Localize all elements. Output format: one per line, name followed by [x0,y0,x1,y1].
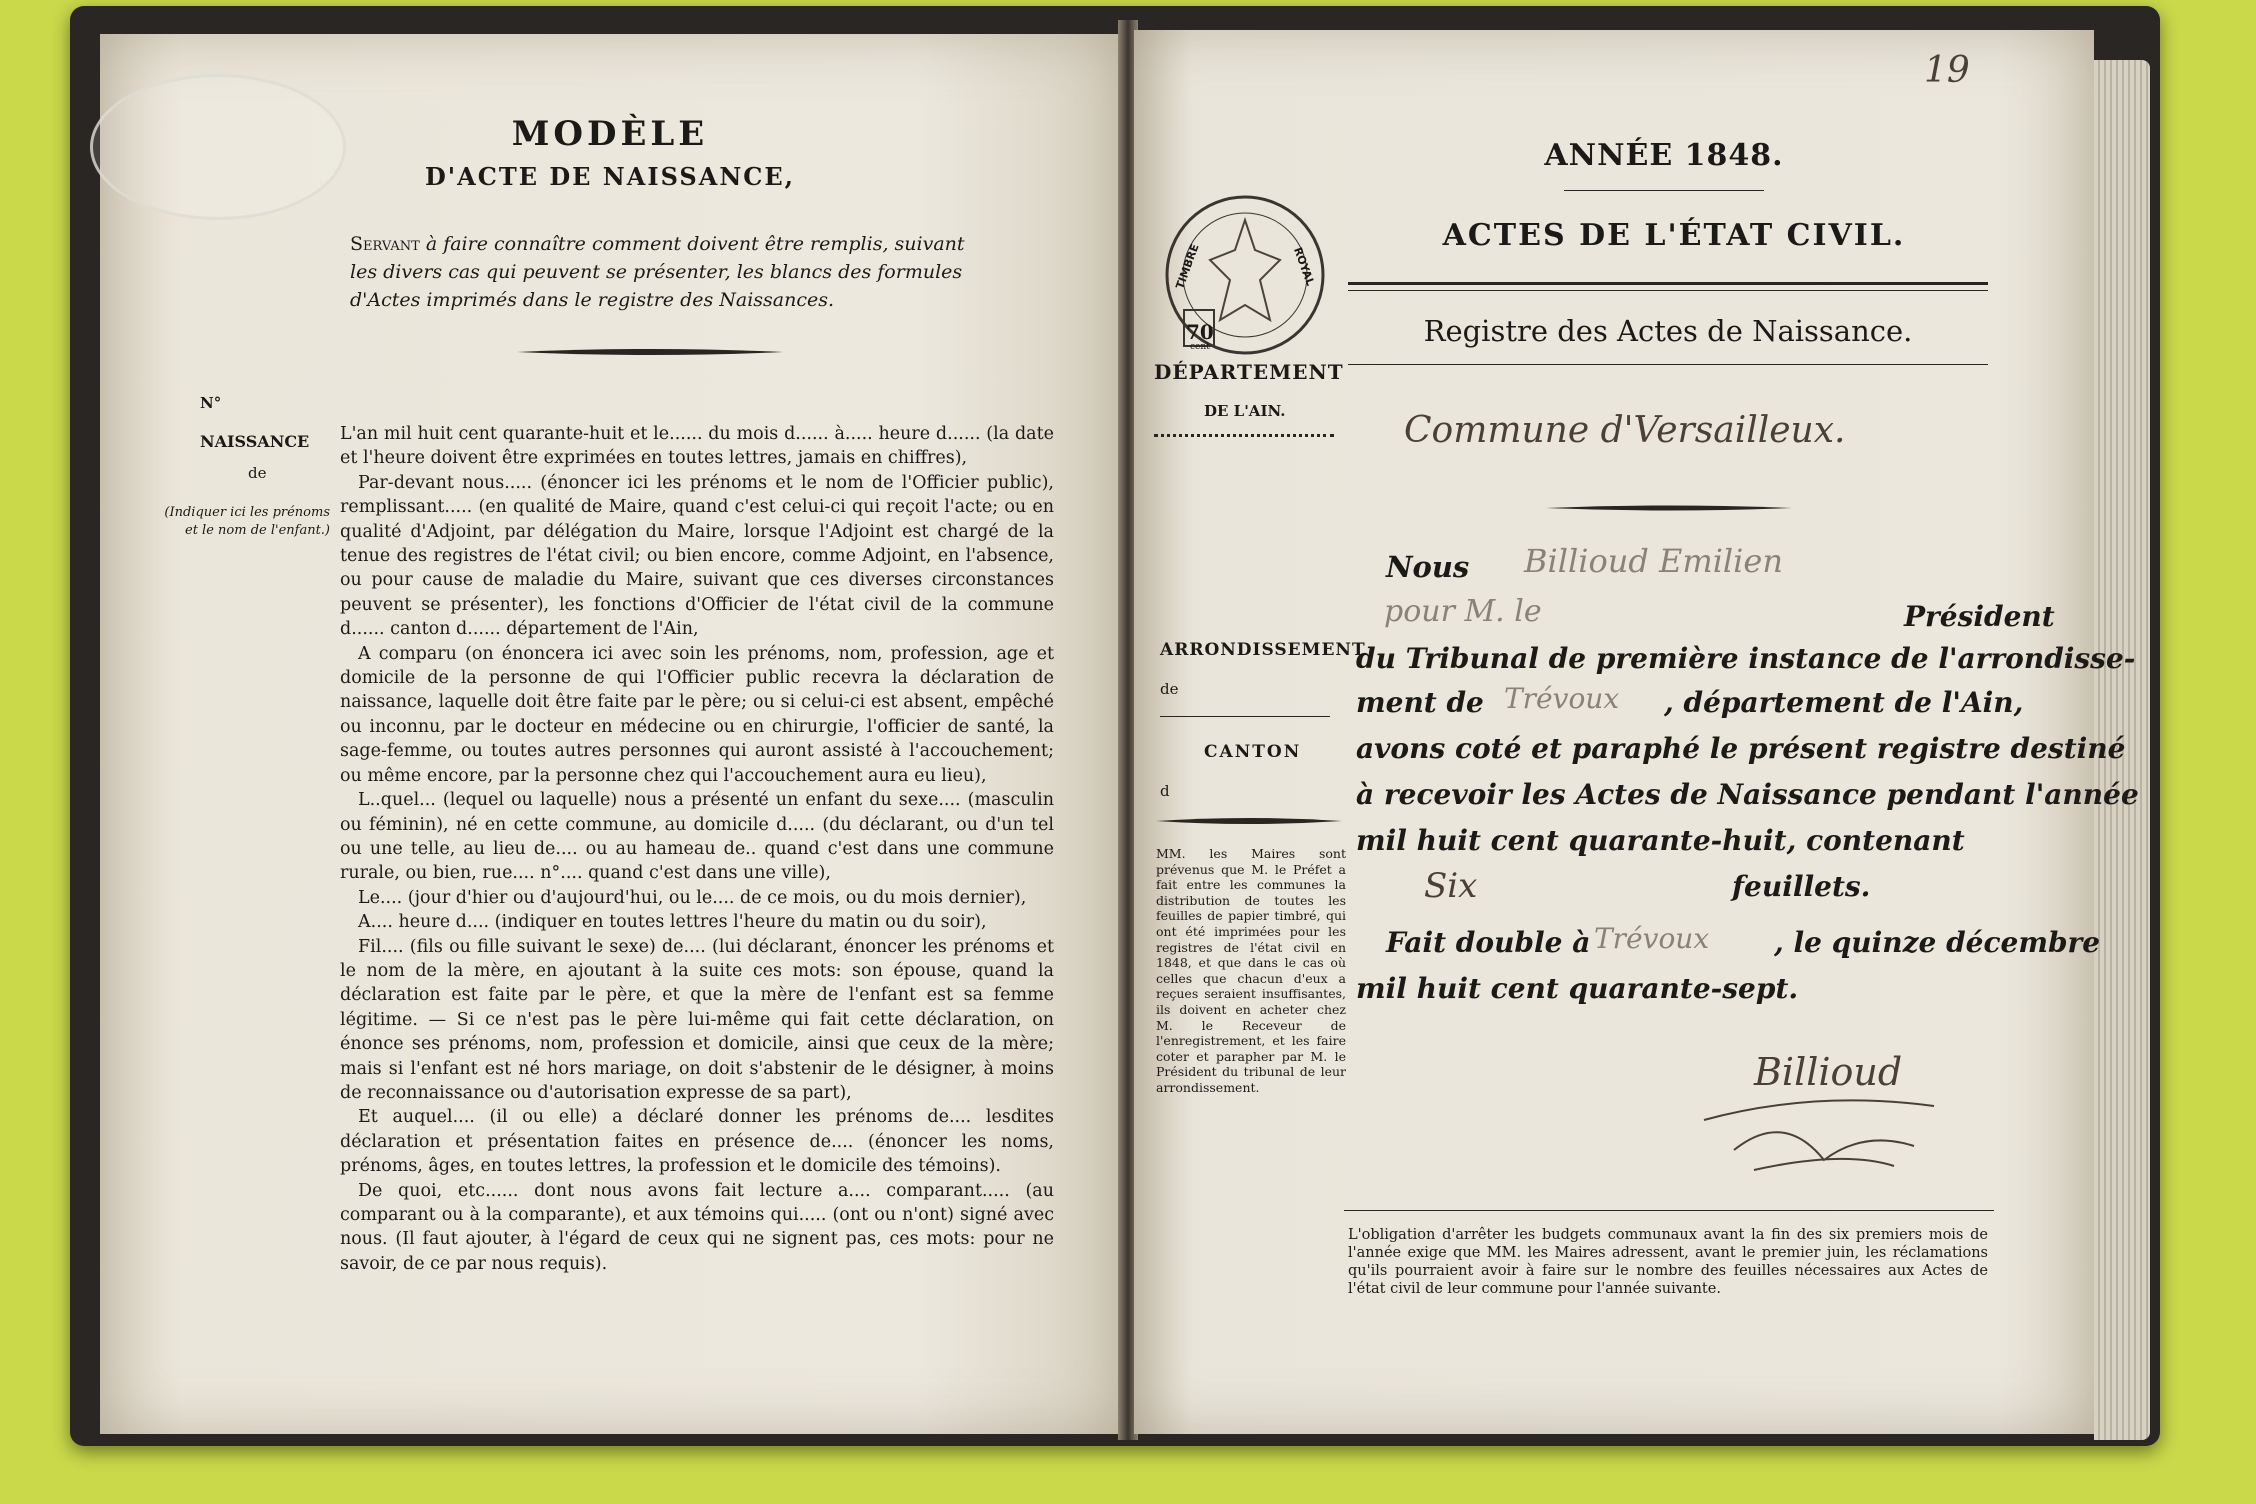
president-label: Président [1904,600,2055,633]
model-paragraph: Et auquel.... (il ou elle) a déclaré donner les prénoms de.... lesdites déclaration et présentation faites en présence de.... (énoncer les noms, prénoms, âges, en toutes lettres, la profession et le domicile des témoins). [340,1107,1054,1177]
stamp-timbre: TIMBRE [1173,242,1202,291]
arrondissement-hand: Trévoux [1504,682,1620,715]
main-line-1: du Tribunal de première instance de l'arrondisse- [1356,642,2136,675]
president-signature: Billioud [1754,1050,1903,1094]
model-title: MODÈLE [511,114,709,154]
model-paragraph: De quoi, etc...... dont nous avons fait lecture a.... comparant..... (au comparant ou à la comparante), et aux témoins qui..... (ont ou n'ont) signé avec nous. (Il faut ajouter, à l'égard de ceux qui ne signent pas, ces mots: pour ne savoir, de ce par nous requis). [340,1180,1054,1274]
margin-naissance: NAISSANCE [200,432,310,451]
main-line-5: mil huit cent quarante-huit, contenant [1356,824,1965,857]
fait-year: mil huit cent quarante-sept. [1356,972,1799,1005]
main-line-4: à recevoir les Actes de Naissance pendant l'année [1356,778,2139,811]
model-paragraph: A.... heure d.... (indiquer en toutes lettres l'heure du matin ou du soir), [358,912,987,933]
feuillets-label: feuillets. [1732,870,1871,903]
signature-flourish [1694,1070,1954,1180]
model-paragraph: Fil.... (fils ou fille suivant le sexe) de.... (lui déclarant, énoncer les prénoms et le nom de la mère, en ajoutant à la suite ces mots: son épouse, quand la déclaration est faite par le père, et que la mère de l'enfant est sa femme légitime. — Si ce n'est pas le père lui-même qui fait cette déclaration, on énonce ses prénoms, nom, profession et domicile, ainsi que ceux de la mère; mais si l'enfant est né hors mariage, on doit s'abstenir de le désigner, à moins de reconnaissance ou d'autorisation expresse de sa part), [340,936,1054,1103]
margin-note: (Indiquer ici les prénoms et le nom de l'enfant.) [164,505,330,538]
canton-label: CANTON [1204,742,1302,762]
left-page [100,34,1120,1434]
sheet-count: Six [1424,866,1478,906]
footer-rule [1344,1210,1994,1211]
fait-double: Fait double à [1386,926,1591,959]
departement-rule [1154,434,1334,437]
page-number: 19 [1924,50,1970,91]
model-paragraph: L..quel... (lequel ou laquelle) nous a présenté un enfant du sexe.... (masculin ou féminin), né en cette commune, au domicile d..... (du déclarant, ou d'un tel ou une telle, au lieu de.... ou au hameau de.. quand c'est dans une commune rurale, ou bien, rue.... n°.... quand c'est dans une ville), [340,790,1054,884]
title-rule [1348,282,1988,285]
stamp-unit: cent [1190,342,1210,352]
model-paragraph: Par-devant nous..... (énoncer ici les prénoms et le nom de l'Officier public), remplissant..... (en qualité de Maire, quand c'est celui-ci qui reçoit l'acte; ou en qualité d'Adjoint, par délégation du Maire, lorsque l'Adjoint est chargé de la tenue des registres de l'état civil; ou bien encore, comme Adjoint, en l'absence, ou pour cause de maladie du Maire, suivant que ces diverses circonstances peuvent se présenter), les fonctions d'Officier de l'état civil de la commune d...... canton d...... département de l'Ain, [340,472,1054,640]
canton-d: d [1160,782,1170,800]
fait-date: , le quinze décembre [1774,926,2101,959]
model-paragraph: A comparu (on énoncera ici avec soin les prénoms, nom, profession, age et domicile de la personne de qui l'Officier public recevra la déclaration de naissance, laquelle doit être faite par le père; ou si celui-ci est absent, empêché ou inconnu, par le docteur en médecine ou en chirurgie, l'officier de santé, la sage-femme, ou toutes autres personnes qui auront assisté à l'accouchement; ou même encore, par la personne chez qui l'accouchement aura eu lieu), [340,643,1054,786]
main-line-3: avons coté et paraphé le présent registre destiné [1356,732,2126,765]
title-rule-thin [1348,290,1988,291]
model-body [340,422,1054,1276]
intro-servant: Servant [350,233,420,255]
model-subtitle: D'ACTE DE NAISSANCE, [424,162,796,191]
arrondissement-de: de [1160,680,1179,698]
fait-place-hand: Trévoux [1594,922,1710,955]
departement-label: DÉPARTEMENT [1154,360,1344,384]
civil-acts-title: ACTES DE L'ÉTAT CIVIL. [1442,218,1906,253]
nous-label: Nous [1386,550,1470,584]
intro-text: à faire connaître comment doivent être remplis, suivant les divers cas qui peuvent se présenter, les blancs des formules d'Actes imprimés dans le registre des Naissances. [350,233,965,311]
canton-ornament [1154,814,1344,828]
model-paragraph: Le.... (jour d'hier ou d'aujourd'hui, ou le.... de ce mois, ou du mois dernier), [358,887,1027,908]
year-heading: ANNÉE 1848. [1544,138,1784,173]
commune-ornament [1544,502,1794,514]
register-rule [1348,364,1988,365]
margin-de: de [248,464,267,482]
main-line-2b: , département de l'Ain, [1664,686,2024,719]
year-rule [1564,190,1764,191]
arrondissement-label: ARRONDISSEMENT [1160,640,1366,660]
stamp-value: 70 [1186,320,1214,344]
left-ornament [515,344,785,360]
stamp-royal: ROYAL [1291,245,1317,288]
departement-ain: DE L'AIN. [1204,402,1286,420]
pour-line: pour M. le [1384,594,1542,629]
arr-rule [1160,716,1330,717]
footer-notice: L'obligation d'arrêter les budgets communaux avant la fin des six premiers mois de l'année exige que MM. les Maires adressent, avant le premier juin, les réclamations qu'ils pourraient avoir à faire sur le nombre des feuilles nécessaires aux Actes de l'état civil de leur commune pour l'année suivante. [1348,1227,1988,1297]
officer-name: Billioud Emilien [1524,542,1783,580]
mayors-notice: MM. les Maires sont prévenus que M. le Préfet a fait entre les communes la distribution de toutes les feuilles de papier timbré, qui ont été imprimées pour les registres de l'état civil en 1848, et que dans le cas où celles que chacun d'eux a reçues seraient insuffisantes, ils doivent en acheter chez M. le Receveur de l'enregistrement, et les faire coter et parapher par M. le Président du tribunal de leur arrondissement. [1156,846,1346,1095]
main-line-2a: ment de [1356,686,1484,719]
model-intro [350,230,990,314]
register-title: Registre des Actes de Naissance. [1423,314,1913,348]
right-page [1134,30,2139,1434]
margin-no: N° [200,394,222,412]
model-paragraph: L'an mil huit cent quarante-huit et le...... du mois d...... à..... heure d...... (la date et l'heure doivent être exprimées en toutes lettres, jamais en chiffres), [340,424,1054,469]
commune-line: Commune d'Versailleux. [1404,410,1846,451]
